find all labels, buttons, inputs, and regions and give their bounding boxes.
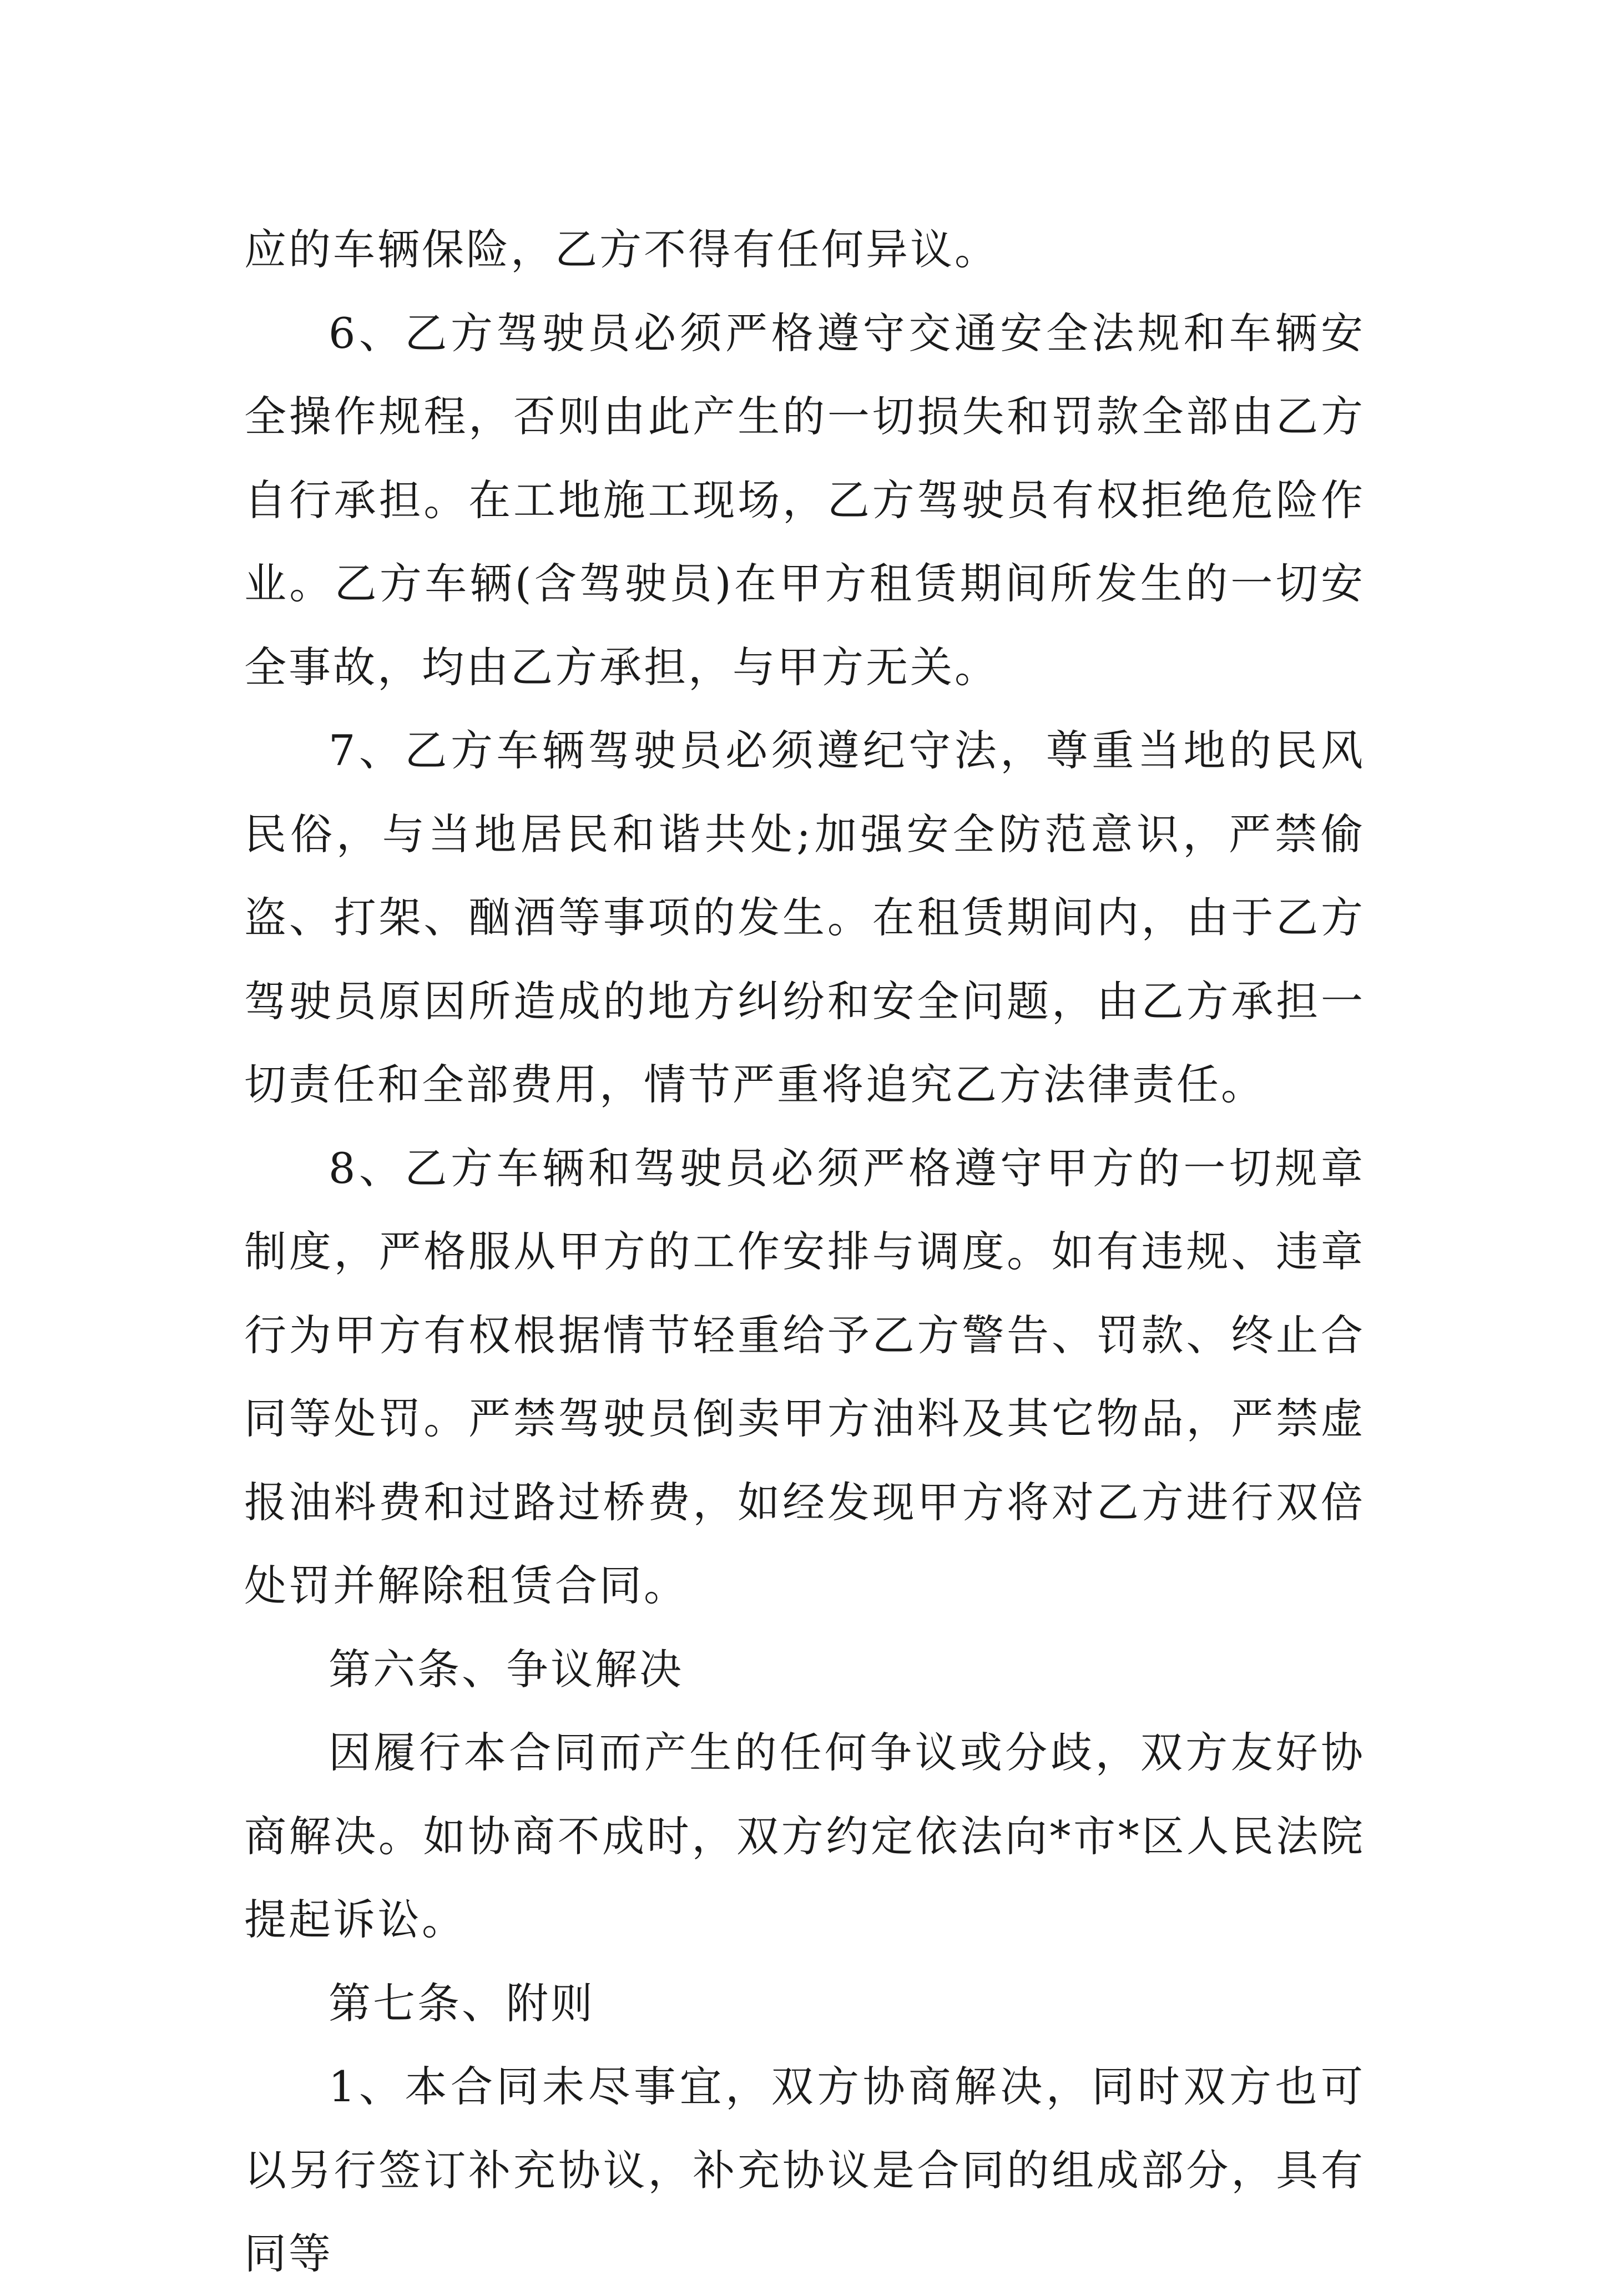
document-body: [244, 208, 1365, 2296]
paragraph-continuation: 应的车辆保险，乙方不得有任何异议。: [244, 225, 999, 274]
article-6-heading: 第六条、争议解决: [329, 1644, 684, 1694]
dispute-resolution-paragraph: 因履行本合同而产生的任何争议或分歧，双方友好协商解决。如协商不成时，双方约定依法向*市*区人民法院提起诉讼。: [244, 1728, 1365, 1944]
clause-6-paragraph: 6、乙方驾驶员必须严格遵守交通安全法规和车辆安全操作规程，否则由此产生的一切损失和罚款全部由乙方自行承担。在工地施工现场，乙方驾驶员有权拒绝危险作业。乙方车辆(含驾驶员)在甲方租赁期间所发生的一切安全事故，均由乙方承担，与甲方无关。: [244, 308, 1365, 692]
clause-7-paragraph: 7、乙方车辆驾驶员必须遵纪守法，尊重当地的民风民俗，与当地居民和谐共处;加强安全防范意识，严禁偷盗、打架、酗酒等事项的发生。在租赁期间内，由于乙方驾驶员原因所造成的地方纠纷和安全问题，由乙方承担一切责任和全部费用，情节严重将追究乙方法律责任。: [244, 726, 1365, 1109]
supplementary-clause-1-paragraph: 1、本合同未尽事宜，双方协商解决，同时双方也可以另行签订补充协议，补充协议是合同的组成部分，具有同等: [244, 2062, 1365, 2278]
clause-8-paragraph: 8、乙方车辆和驾驶员必须严格遵守甲方的一切规章制度，严格服从甲方的工作安排与调度。如有违规、违章行为甲方有权根据情节轻重给予乙方警告、罚款、终止合同等处罚。严禁驾驶员倒卖甲方油料及其它物品，严禁虚报油料费和过路过桥费，如经发现甲方将对乙方进行双倍处罚并解除租赁合同。: [244, 1143, 1365, 1610]
article-7-heading: 第七条、附则: [329, 1978, 595, 2028]
